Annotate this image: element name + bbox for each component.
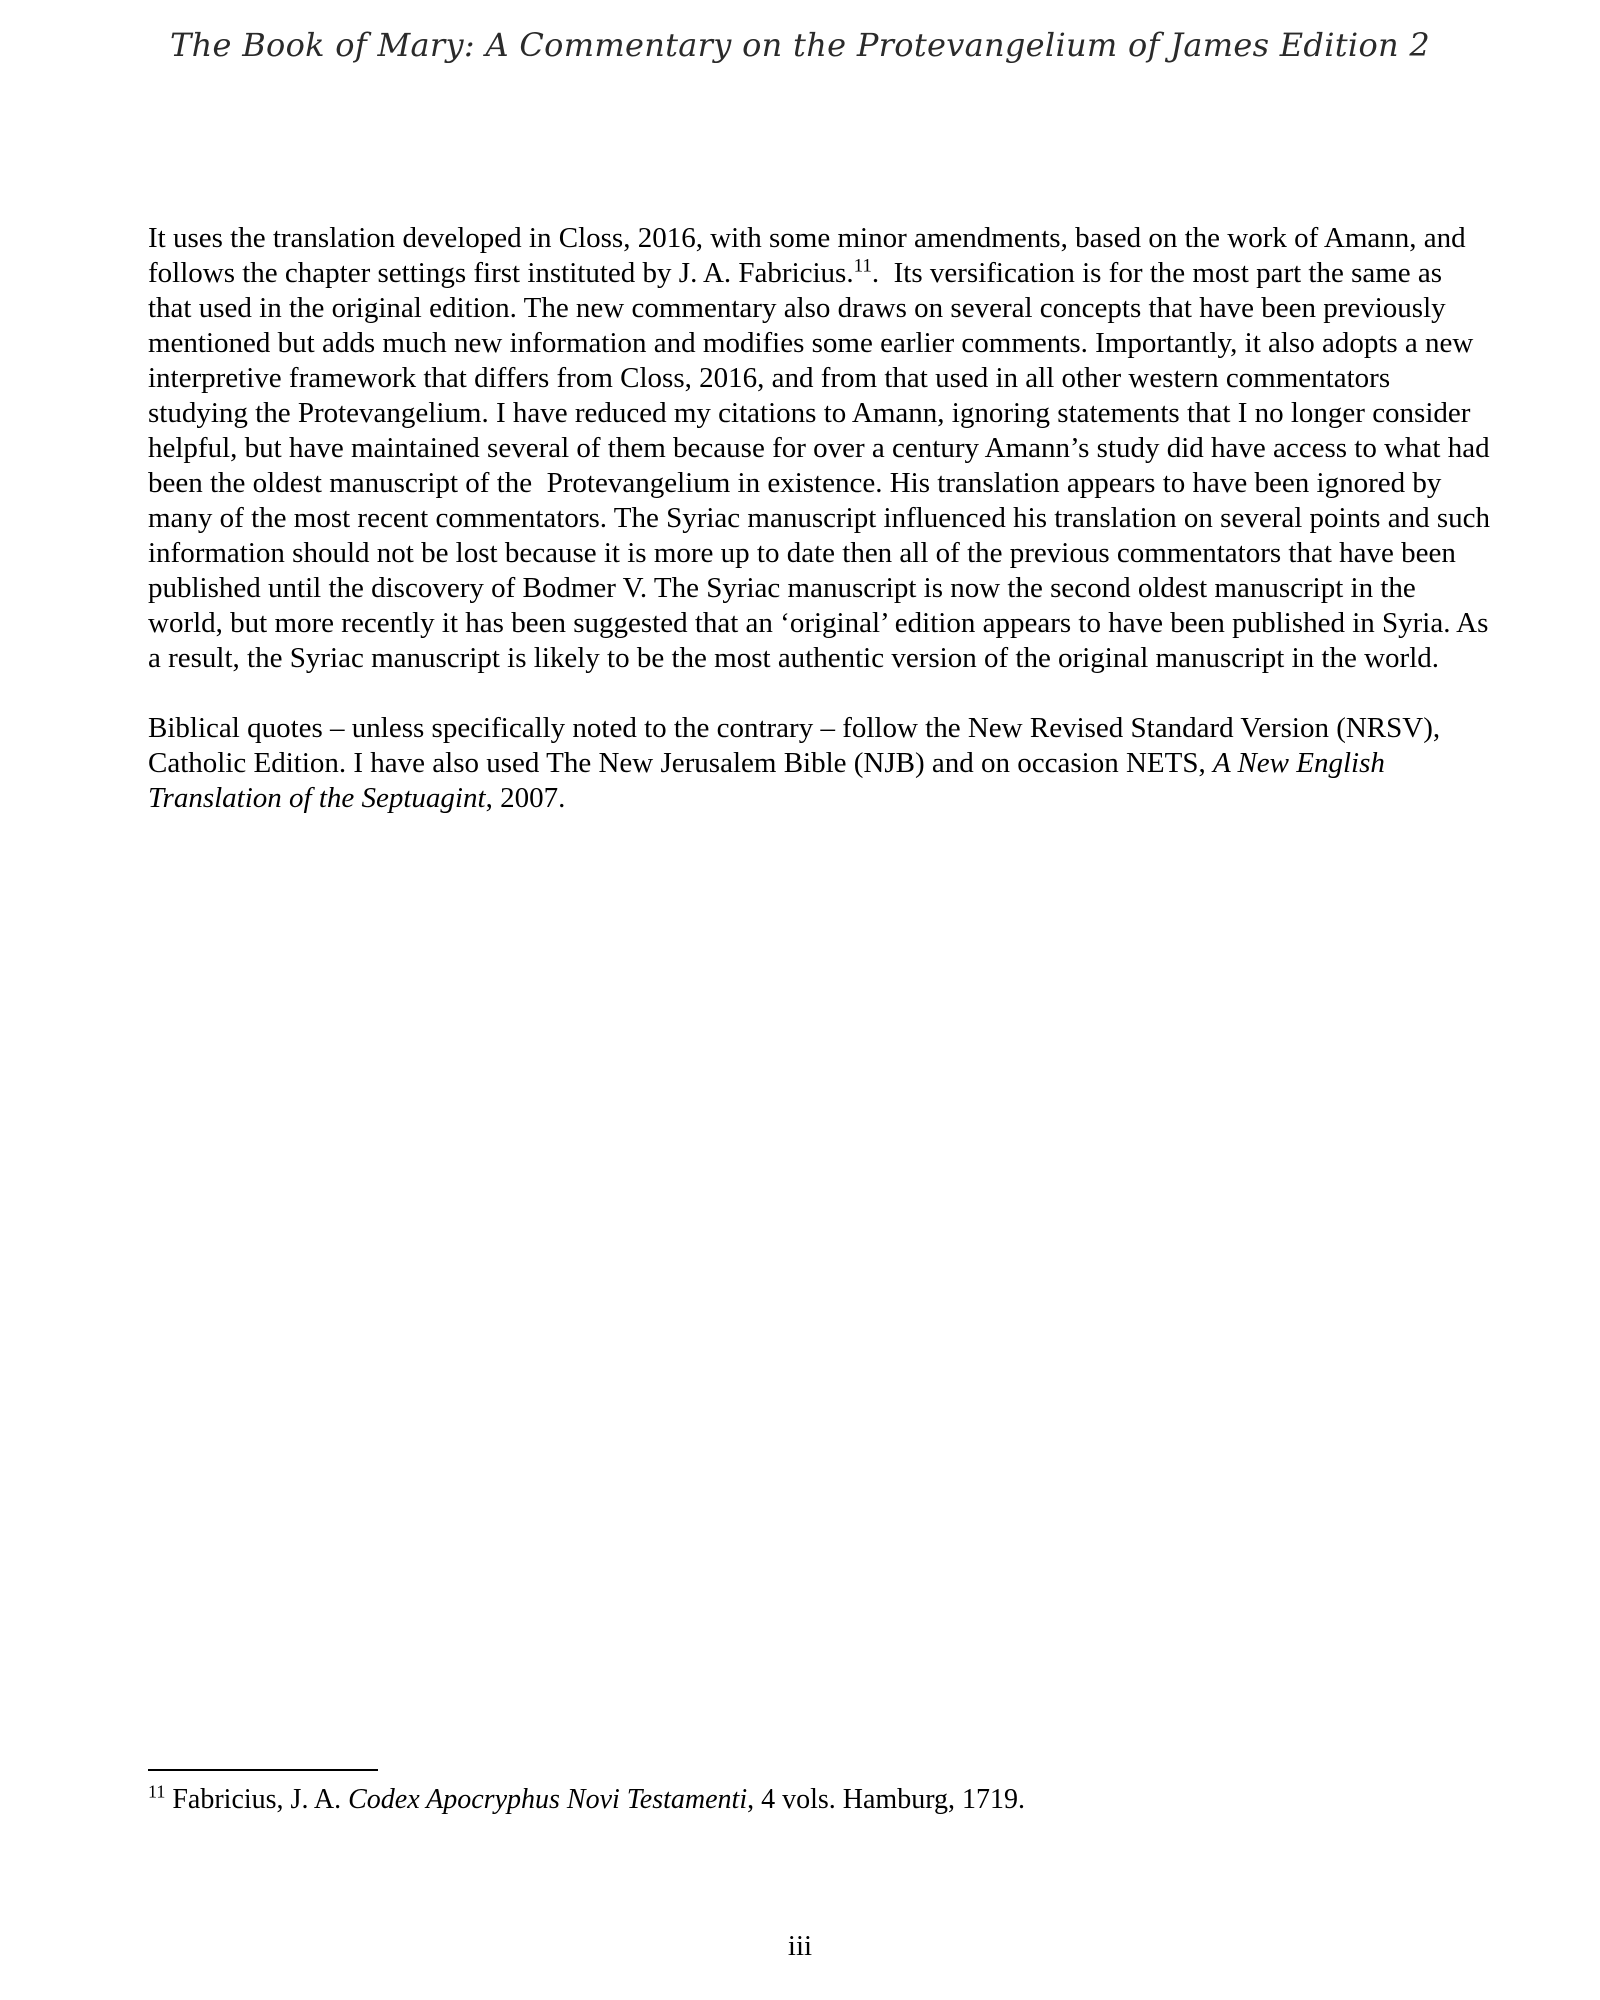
paragraph-2-italic-title: A New English Translation of the Septuagint <box>148 747 1385 814</box>
footnote-text-after-italic: , 4 vols. Hamburg, 1719. <box>747 1784 1026 1815</box>
paragraph-2-text-after-italic: , 2007. <box>485 782 566 814</box>
footnote-area <box>148 1769 1492 1817</box>
running-header-title: The Book of Mary: A Commentary on the Protevangelium of James Edition 2 <box>169 26 1431 64</box>
footnote-text-before-italic: Fabricius, J. A. <box>165 1784 349 1815</box>
paragraph-2-text-before-italic: Biblical quotes – unless specifically noted to the contrary – follow the New Revised Standard Version (NRSV), Catholic Edition. I have also used The New Jerusalem Bible (NJB) and on occasion NETS, <box>148 712 1441 779</box>
body-text <box>148 221 1492 816</box>
paragraph-2 <box>148 711 1492 816</box>
paragraph-1-text-after-ref: . Its versification is for the most part the same as that used in the original edition. The new commentary also draws on several concepts that have been previously mentioned but adds much new information and modifies some earlier comments. Importantly, it also adopts a new interpretive framework that differs from Closs, 2016, and from that used in all other western commentators studying the Protevangelium. I have reduced my citations to Amann, ignoring statements that I no longer consider helpful, but have maintained several of them because for over a century Amann’s study did have access to what had been the oldest manuscript of the Protevangelium in existence. His translation appears to have been ignored by many of the most recent commentators. The Syriac manuscript influenced his translation on several points and such information should not be lost because it is more up to date then all of the previous commentators that have been published until the discovery of Bodmer V. The Syriac manuscript is now the second oldest manuscript in the world, but more recently it has been suggested that an ‘original’ edition appears to have been published in Syria. As a result, the Syriac manuscript is likely to be the most authentic version of the original manuscript in the world. <box>148 257 1490 674</box>
footnote-11 <box>148 1783 1492 1817</box>
footnote-marker-11: 11 <box>148 1781 166 1802</box>
footnote-italic-title: Codex Apocryphus Novi Testamenti <box>348 1784 748 1815</box>
footnote-separator-rule <box>148 1769 378 1771</box>
paragraph-1-text-before-ref: It uses the translation developed in Closs, 2016, with some minor amendments, based on the work of Amann, and follows the chapter settings first instituted by J. A. Fabricius. <box>148 222 1466 289</box>
footnote-reference-11: 11 <box>853 255 872 277</box>
paragraph-1 <box>148 221 1492 676</box>
page-number: iii <box>787 1930 813 1962</box>
